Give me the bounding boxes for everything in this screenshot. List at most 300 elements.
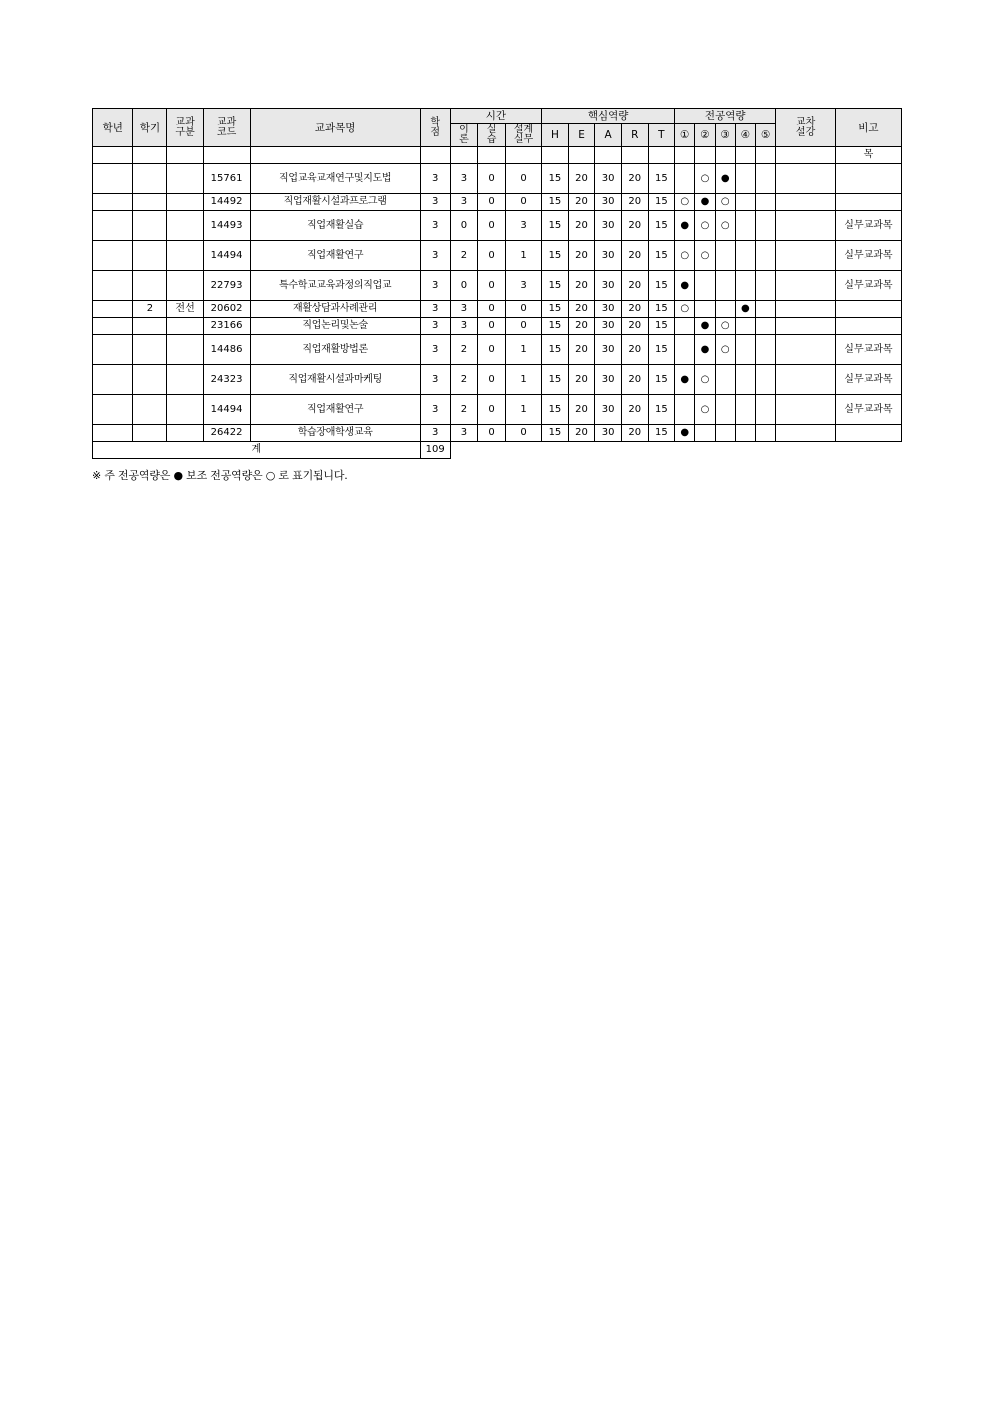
cell-note: 실무교과목 xyxy=(835,241,901,271)
cell-course-code: 22793 xyxy=(203,271,250,301)
cell-note: 실무교과목 xyxy=(835,211,901,241)
cell-note: 실무교과목 xyxy=(835,335,901,365)
cell-grade xyxy=(93,301,133,318)
cell-core-5: 15 xyxy=(648,318,675,335)
cell-core-3: 30 xyxy=(595,211,622,241)
cell-major-5 xyxy=(756,211,776,241)
cell-practice: 0 xyxy=(478,395,506,425)
cell-core-4: 20 xyxy=(621,164,648,194)
cell-course-name: 직업논리및논술 xyxy=(250,318,420,335)
cell-theory: 3 xyxy=(450,164,478,194)
cell-note xyxy=(835,301,901,318)
cell-major-2: ● xyxy=(695,194,715,211)
cell-major-1: ● xyxy=(675,425,695,442)
cell-design: 0 xyxy=(505,164,541,194)
cell-grade xyxy=(93,395,133,425)
cell-core-3: 30 xyxy=(595,365,622,395)
cell-major-4 xyxy=(735,425,755,442)
cell-major-3 xyxy=(715,241,735,271)
cell-cross-offering xyxy=(776,164,836,194)
header-division xyxy=(167,109,203,147)
cell-core-4: 20 xyxy=(621,425,648,442)
cell-major-1: ● xyxy=(675,365,695,395)
cell-theory: 2 xyxy=(450,335,478,365)
cell-course-name: 직업교육교재연구및지도법 xyxy=(250,164,420,194)
cell-design: 1 xyxy=(505,335,541,365)
cell-semester xyxy=(133,164,167,194)
cell-course-code xyxy=(203,147,250,164)
cell-major-2: ○ xyxy=(695,164,715,194)
total-credit: 109 xyxy=(420,442,450,459)
cell-practice: 0 xyxy=(478,194,506,211)
cell-core-2 xyxy=(568,147,595,164)
cell-core-1: 15 xyxy=(542,271,569,301)
header-major-5: ⑤ xyxy=(756,124,776,147)
table-row xyxy=(93,335,902,365)
cell-core-3: 30 xyxy=(595,318,622,335)
header-note: 비고 xyxy=(835,109,901,147)
header-practice-line1: 실 xyxy=(486,124,497,136)
cell-major-3 xyxy=(715,271,735,301)
cell-semester xyxy=(133,241,167,271)
cell-semester xyxy=(133,395,167,425)
cell-practice: 0 xyxy=(478,365,506,395)
cell-design: 0 xyxy=(505,301,541,318)
cell-major-4 xyxy=(735,335,755,365)
cell-cross-offering xyxy=(776,395,836,425)
cell-core-5: 15 xyxy=(648,211,675,241)
header-theory xyxy=(450,124,478,147)
cell-theory: 2 xyxy=(450,395,478,425)
cell-practice: 0 xyxy=(478,425,506,442)
cell-semester xyxy=(133,335,167,365)
cell-core-2: 20 xyxy=(568,271,595,301)
cell-grade xyxy=(93,211,133,241)
footnote: ※ 주 전공역량은 ● 보조 전공역량은 ○ 로 표기됩니다. xyxy=(92,469,348,483)
header-major-3: ③ xyxy=(715,124,735,147)
cell-major-3: ○ xyxy=(715,318,735,335)
header-code-line1: 교과 xyxy=(216,116,237,128)
cell-grade xyxy=(93,241,133,271)
cell-note xyxy=(835,164,901,194)
cell-grade xyxy=(93,318,133,335)
cell-core-5: 15 xyxy=(648,164,675,194)
cell-practice: 0 xyxy=(478,164,506,194)
cell-core-2: 20 xyxy=(568,318,595,335)
cell-major-5 xyxy=(756,241,776,271)
table-row xyxy=(93,425,902,442)
cell-core-1: 15 xyxy=(542,335,569,365)
cell-division xyxy=(167,194,203,211)
cell-core-3: 30 xyxy=(595,241,622,271)
table-row xyxy=(93,301,902,318)
cell-core-4 xyxy=(621,147,648,164)
cell-course-code: 14493 xyxy=(203,211,250,241)
cell-major-3: ● xyxy=(715,164,735,194)
header-core-a: A xyxy=(595,124,622,147)
cell-core-1: 15 xyxy=(542,365,569,395)
cell-credit: 3 xyxy=(420,271,450,301)
cell-cross-offering xyxy=(776,271,836,301)
table-row xyxy=(93,395,902,425)
cell-grade xyxy=(93,164,133,194)
cell-core-4: 20 xyxy=(621,365,648,395)
table-header xyxy=(93,109,902,147)
cell-core-4: 20 xyxy=(621,194,648,211)
cell-cross-offering xyxy=(776,194,836,211)
cell-core-1: 15 xyxy=(542,318,569,335)
table-row xyxy=(93,211,902,241)
cell-major-2 xyxy=(695,147,715,164)
cell-semester xyxy=(133,147,167,164)
cell-division: 전선 xyxy=(167,301,203,318)
cell-major-3 xyxy=(715,425,735,442)
cell-major-4: ● xyxy=(735,301,755,318)
cell-grade xyxy=(93,271,133,301)
cell-design: 1 xyxy=(505,395,541,425)
cell-practice: 0 xyxy=(478,335,506,365)
cell-major-4 xyxy=(735,395,755,425)
cell-course-name: 직업재활시설과프로그램 xyxy=(250,194,420,211)
cell-core-2: 20 xyxy=(568,395,595,425)
table-row xyxy=(93,271,902,301)
cell-core-2: 20 xyxy=(568,241,595,271)
cell-semester xyxy=(133,211,167,241)
cell-credit: 3 xyxy=(420,211,450,241)
cell-core-1: 15 xyxy=(542,301,569,318)
cell-core-3: 30 xyxy=(595,301,622,318)
cell-major-4 xyxy=(735,211,755,241)
total-empty xyxy=(450,442,901,459)
cell-major-5 xyxy=(756,395,776,425)
table-row xyxy=(93,241,902,271)
cell-major-3: ○ xyxy=(715,211,735,241)
cell-major-1: ● xyxy=(675,271,695,301)
header-major-2: ② xyxy=(695,124,715,147)
cell-major-5 xyxy=(756,425,776,442)
cell-core-4: 20 xyxy=(621,318,648,335)
cell-core-2: 20 xyxy=(568,194,595,211)
cell-note: 실무교과목 xyxy=(835,271,901,301)
cell-core-1: 15 xyxy=(542,395,569,425)
header-major-group: 전공역량 xyxy=(675,109,776,124)
cell-major-3: ○ xyxy=(715,335,735,365)
cell-theory: 2 xyxy=(450,241,478,271)
cell-cross-offering xyxy=(776,365,836,395)
table-body xyxy=(93,147,902,459)
cell-core-4: 20 xyxy=(621,271,648,301)
cell-cross-offering xyxy=(776,147,836,164)
cell-major-2: ● xyxy=(695,335,715,365)
cell-major-2: ○ xyxy=(695,365,715,395)
table-row xyxy=(93,365,902,395)
cell-major-4 xyxy=(735,164,755,194)
cell-grade xyxy=(93,147,133,164)
cell-course-code: 14494 xyxy=(203,395,250,425)
cell-note xyxy=(835,318,901,335)
header-time-group: 시간 xyxy=(450,109,542,124)
cell-course-code: 14494 xyxy=(203,241,250,271)
cell-major-4 xyxy=(735,365,755,395)
cell-core-1: 15 xyxy=(542,194,569,211)
cell-major-3: ○ xyxy=(715,194,735,211)
cell-core-3: 30 xyxy=(595,271,622,301)
cell-practice xyxy=(478,147,506,164)
cell-major-2: ● xyxy=(695,318,715,335)
cell-credit: 3 xyxy=(420,365,450,395)
cell-course-name: 학습장애학생교육 xyxy=(250,425,420,442)
cell-note: 목 xyxy=(835,147,901,164)
cell-core-3: 30 xyxy=(595,425,622,442)
cell-course-name: 직업재활연구 xyxy=(250,241,420,271)
cell-major-1 xyxy=(675,335,695,365)
cell-course-code: 14486 xyxy=(203,335,250,365)
cell-core-1: 15 xyxy=(542,211,569,241)
header-cross-line2: 설강 xyxy=(795,126,816,138)
cell-major-3 xyxy=(715,395,735,425)
cell-course-name: 직업재활연구 xyxy=(250,395,420,425)
cell-core-2: 20 xyxy=(568,335,595,365)
cell-course-code: 14492 xyxy=(203,194,250,211)
cell-core-1: 15 xyxy=(542,425,569,442)
cell-credit: 3 xyxy=(420,395,450,425)
cell-credit: 3 xyxy=(420,164,450,194)
header-core-r: R xyxy=(621,124,648,147)
cell-theory: 3 xyxy=(450,425,478,442)
cell-core-3: 30 xyxy=(595,164,622,194)
cell-core-4: 20 xyxy=(621,211,648,241)
table-row xyxy=(93,164,902,194)
cell-major-5 xyxy=(756,271,776,301)
cell-major-5 xyxy=(756,194,776,211)
cell-cross-offering xyxy=(776,425,836,442)
cell-major-1: ● xyxy=(675,211,695,241)
header-credit-line1: 학 xyxy=(430,116,441,128)
cell-core-5: 15 xyxy=(648,241,675,271)
cell-course-name: 재활상담과사례관리 xyxy=(250,301,420,318)
cell-theory: 0 xyxy=(450,211,478,241)
header-theory-line2: 론 xyxy=(459,134,469,146)
cell-core-3 xyxy=(595,147,622,164)
cell-credit: 3 xyxy=(420,241,450,271)
cell-core-1: 15 xyxy=(542,164,569,194)
header-core-t: T xyxy=(648,124,675,147)
header-cross-offering xyxy=(776,109,836,147)
cell-division xyxy=(167,241,203,271)
cell-design: 0 xyxy=(505,194,541,211)
cell-major-4 xyxy=(735,241,755,271)
header-practice-line2: 습 xyxy=(486,134,497,146)
cell-course-code: 26422 xyxy=(203,425,250,442)
header-code xyxy=(203,109,250,147)
header-code-line2: 코드 xyxy=(216,126,237,138)
cell-major-1 xyxy=(675,164,695,194)
cell-course-code: 23166 xyxy=(203,318,250,335)
header-core-e: E xyxy=(568,124,595,147)
cell-practice: 0 xyxy=(478,318,506,335)
cell-core-5: 15 xyxy=(648,365,675,395)
header-design-line2: 실무 xyxy=(513,134,534,146)
header-credit-line2: 점 xyxy=(430,126,441,138)
cell-theory: 0 xyxy=(450,271,478,301)
cell-note: 실무교과목 xyxy=(835,365,901,395)
cell-grade xyxy=(93,365,133,395)
cell-cross-offering xyxy=(776,301,836,318)
cell-division xyxy=(167,164,203,194)
cell-note xyxy=(835,425,901,442)
cell-practice: 0 xyxy=(478,211,506,241)
cell-core-3: 30 xyxy=(595,395,622,425)
cell-major-1 xyxy=(675,147,695,164)
header-division-line1: 교과 xyxy=(175,116,195,128)
cell-grade xyxy=(93,194,133,211)
total-row xyxy=(93,442,902,459)
header-design xyxy=(505,124,541,147)
header-practice xyxy=(478,124,506,147)
document-page xyxy=(92,108,902,483)
cell-core-1: 15 xyxy=(542,241,569,271)
cell-core-4: 20 xyxy=(621,335,648,365)
cell-credit: 3 xyxy=(420,301,450,318)
cell-semester xyxy=(133,271,167,301)
cell-core-3: 30 xyxy=(595,335,622,365)
cell-core-1 xyxy=(542,147,569,164)
cell-major-1 xyxy=(675,395,695,425)
cell-course-code: 15761 xyxy=(203,164,250,194)
cell-course-name: 직업재활실습 xyxy=(250,211,420,241)
cell-course-code: 20602 xyxy=(203,301,250,318)
cell-core-4: 20 xyxy=(621,241,648,271)
cell-grade xyxy=(93,335,133,365)
cell-core-5: 15 xyxy=(648,271,675,301)
cell-division xyxy=(167,425,203,442)
cell-major-1: ○ xyxy=(675,241,695,271)
cell-core-5: 15 xyxy=(648,425,675,442)
header-grade: 학년 xyxy=(93,109,133,147)
header-core-h: H xyxy=(542,124,569,147)
cell-major-5 xyxy=(756,164,776,194)
header-semester: 학기 xyxy=(133,109,167,147)
cell-major-4 xyxy=(735,318,755,335)
cell-core-5: 15 xyxy=(648,395,675,425)
header-course-name: 교과목명 xyxy=(250,109,420,147)
cell-core-2: 20 xyxy=(568,301,595,318)
cell-major-2: ○ xyxy=(695,241,715,271)
table-row xyxy=(93,194,902,211)
cell-credit: 3 xyxy=(420,335,450,365)
cell-division xyxy=(167,395,203,425)
cell-core-5: 15 xyxy=(648,335,675,365)
cell-practice: 0 xyxy=(478,271,506,301)
cell-note xyxy=(835,194,901,211)
cell-core-2: 20 xyxy=(568,365,595,395)
cell-core-5: 15 xyxy=(648,194,675,211)
cell-credit: 3 xyxy=(420,425,450,442)
cell-design: 3 xyxy=(505,271,541,301)
cell-major-3 xyxy=(715,147,735,164)
header-cross-line1: 교차 xyxy=(795,116,816,128)
cell-course-code: 24323 xyxy=(203,365,250,395)
cell-course-name: 특수학교교육과정의직업교 xyxy=(250,271,420,301)
cell-major-4 xyxy=(735,194,755,211)
cell-major-5 xyxy=(756,365,776,395)
cell-major-2 xyxy=(695,271,715,301)
cell-theory: 3 xyxy=(450,194,478,211)
cell-major-2: ○ xyxy=(695,211,715,241)
cell-cross-offering xyxy=(776,318,836,335)
cell-division xyxy=(167,318,203,335)
cell-semester xyxy=(133,365,167,395)
cell-theory: 3 xyxy=(450,318,478,335)
table-row xyxy=(93,318,902,335)
cell-division xyxy=(167,365,203,395)
cell-note: 실무교과목 xyxy=(835,395,901,425)
cell-semester xyxy=(133,318,167,335)
cell-design: 1 xyxy=(505,241,541,271)
cell-major-5 xyxy=(756,301,776,318)
header-division-line2: 구분 xyxy=(175,126,195,138)
cell-division xyxy=(167,147,203,164)
cell-major-5 xyxy=(756,318,776,335)
cell-core-2: 20 xyxy=(568,211,595,241)
cell-major-2 xyxy=(695,301,715,318)
table-row xyxy=(93,147,902,164)
cell-major-3 xyxy=(715,301,735,318)
cell-credit: 3 xyxy=(420,194,450,211)
cell-cross-offering xyxy=(776,211,836,241)
curriculum-table xyxy=(92,108,902,459)
header-theory-line1: 이 xyxy=(459,124,469,136)
cell-theory: 3 xyxy=(450,301,478,318)
cell-major-2 xyxy=(695,425,715,442)
cell-design: 0 xyxy=(505,318,541,335)
header-major-1: ① xyxy=(675,124,695,147)
cell-credit xyxy=(420,147,450,164)
cell-design: 0 xyxy=(505,425,541,442)
cell-core-3: 30 xyxy=(595,194,622,211)
cell-semester: 2 xyxy=(133,301,167,318)
cell-major-5 xyxy=(756,147,776,164)
cell-theory xyxy=(450,147,478,164)
cell-design: 1 xyxy=(505,365,541,395)
cell-major-4 xyxy=(735,147,755,164)
total-label: 계 xyxy=(93,442,421,459)
cell-practice: 0 xyxy=(478,241,506,271)
cell-design xyxy=(505,147,541,164)
cell-grade xyxy=(93,425,133,442)
cell-course-name xyxy=(250,147,420,164)
cell-semester xyxy=(133,425,167,442)
cell-major-2: ○ xyxy=(695,395,715,425)
cell-core-4: 20 xyxy=(621,301,648,318)
cell-core-2: 20 xyxy=(568,164,595,194)
cell-division xyxy=(167,335,203,365)
cell-practice: 0 xyxy=(478,301,506,318)
cell-design: 3 xyxy=(505,211,541,241)
cell-course-name: 직업재활시설과마케팅 xyxy=(250,365,420,395)
cell-semester xyxy=(133,194,167,211)
cell-course-name: 직업재활방법론 xyxy=(250,335,420,365)
cell-major-4 xyxy=(735,271,755,301)
cell-major-1: ○ xyxy=(675,194,695,211)
cell-major-1 xyxy=(675,318,695,335)
cell-cross-offering xyxy=(776,241,836,271)
cell-cross-offering xyxy=(776,335,836,365)
cell-division xyxy=(167,211,203,241)
header-major-4: ④ xyxy=(735,124,755,147)
cell-core-5 xyxy=(648,147,675,164)
cell-core-4: 20 xyxy=(621,395,648,425)
